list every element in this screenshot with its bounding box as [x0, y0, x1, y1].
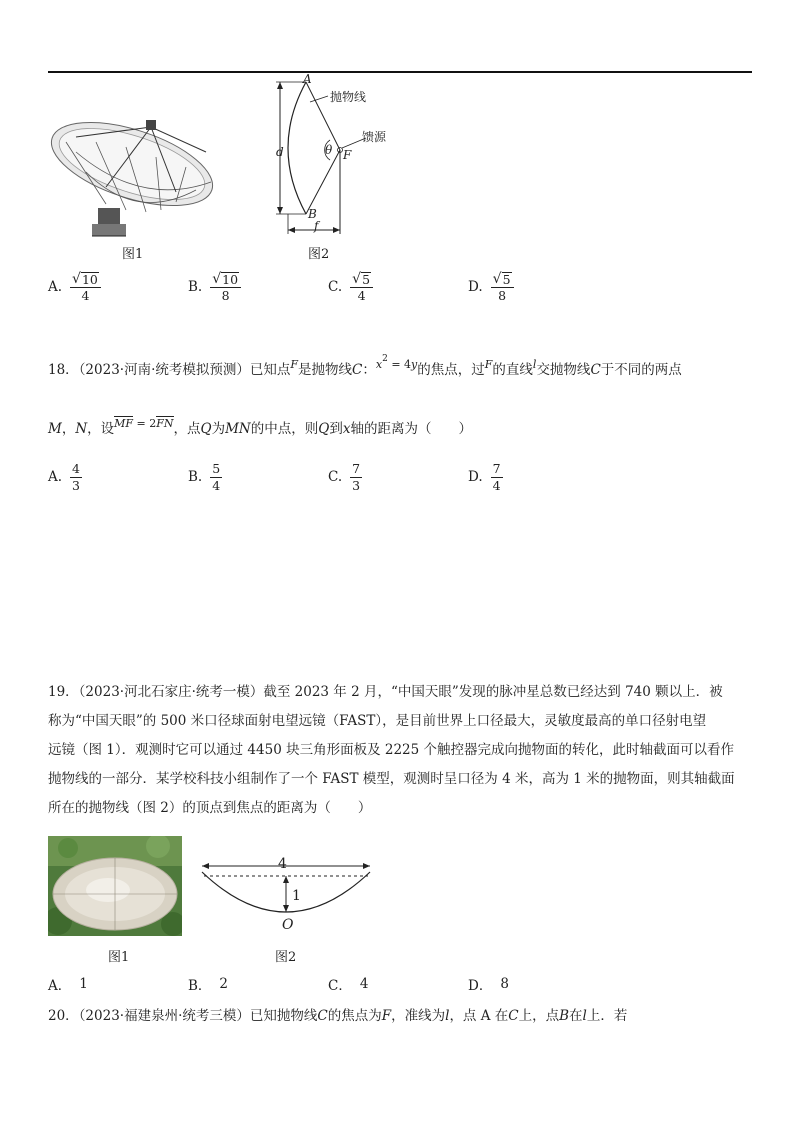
q19-option-a[interactable]: A． 1	[48, 976, 88, 994]
q19-option-b[interactable]: B． 2	[188, 976, 229, 994]
fast-width-label: 4	[278, 856, 287, 872]
figure2-caption: 图2	[308, 247, 330, 262]
fast-diagram-caption: 图2	[275, 950, 297, 965]
theta-label: θ	[325, 143, 333, 157]
q19-line: 所在的抛物线（图 2）的顶点到焦点的距离为（ ）	[48, 800, 372, 816]
fast-photo-caption: 图1	[108, 950, 130, 965]
q19-option-c[interactable]: C． 4	[328, 976, 369, 994]
point-a-label: A	[303, 72, 312, 86]
q18-option-a[interactable]: A. $\frac{4}{3}$	[48, 461, 80, 493]
q18-options	[48, 462, 608, 502]
q17-option-b[interactable]: B. √ 10 8	[188, 272, 241, 303]
q19-line: 抛物线的一部分．某学校科技小组制作了一个 FAST 模型，观测时呈口径为 4 米，高为 1 米的抛物面，则其轴截面	[48, 771, 735, 787]
fast-vertex-label: O	[282, 917, 294, 933]
q18-option-c[interactable]: C. $\frac{7}{3}$	[328, 461, 361, 493]
header-rule	[48, 71, 752, 73]
figure1-caption: 图1	[122, 247, 144, 262]
q19-line: 远镜（图 1）．观测时它可以通过 4450 块三角形面板及 2225 个触控器完成向抛物面的转化，此时轴截面可以看作	[48, 742, 735, 758]
parabola-label: 抛物线	[330, 90, 367, 104]
feed-label: 馈源	[362, 130, 387, 144]
q18-option-d[interactable]: D. $\frac{7}{4}$	[468, 461, 501, 493]
q19-line: 称为“中国天眼”的 500 米口径球面射电望远镜（FAST），是目前世界上口径最大，灵敏度最高的单口径射电望	[48, 713, 707, 729]
q19-line: 19．（2023·河北石家庄·统考一模）截至 2023 年 2 月，“中国天眼”发现的脉冲星总数已经达到 740 颗以上．被	[48, 684, 723, 700]
q19-option-d[interactable]: D． 8	[468, 976, 509, 994]
diameter-d-label: d	[276, 145, 284, 159]
q17-option-d[interactable]: D. √ 5 8	[468, 272, 514, 303]
point-b-label: B	[308, 207, 317, 221]
fast-height-label: 1	[292, 888, 301, 904]
q18-line2: M，N，设$^{MF = 2FN}$，点Q为MN的中点，则Q到x轴的距离为（ ）	[48, 417, 472, 437]
q17-option-c[interactable]: C. √ 5 4	[328, 272, 373, 303]
q20-line1: 20．（2023·福建泉州·统考三模）已知抛物线C的焦点为F，准线为l，点 A 在C上，点B在l上．若	[48, 1008, 628, 1024]
fast-telescope-photo	[48, 836, 182, 936]
point-f-label: F	[343, 148, 352, 162]
q17-options	[48, 272, 608, 312]
q17-option-a[interactable]: A. √ 10 4	[48, 272, 101, 303]
q18-line1: 18．（2023·河南·统考模拟预测）已知点$^F$是抛物线C：$^{x^2 = 4y}$的焦点，过$^F$的直线$^l$交抛物线C于不同的两点	[48, 354, 682, 378]
q19-text	[48, 678, 752, 823]
focal-length-f-label: f	[314, 219, 319, 233]
radio-telescope-photo	[46, 112, 221, 242]
q18-option-b[interactable]: B. $\frac{5}{4}$	[188, 461, 221, 493]
